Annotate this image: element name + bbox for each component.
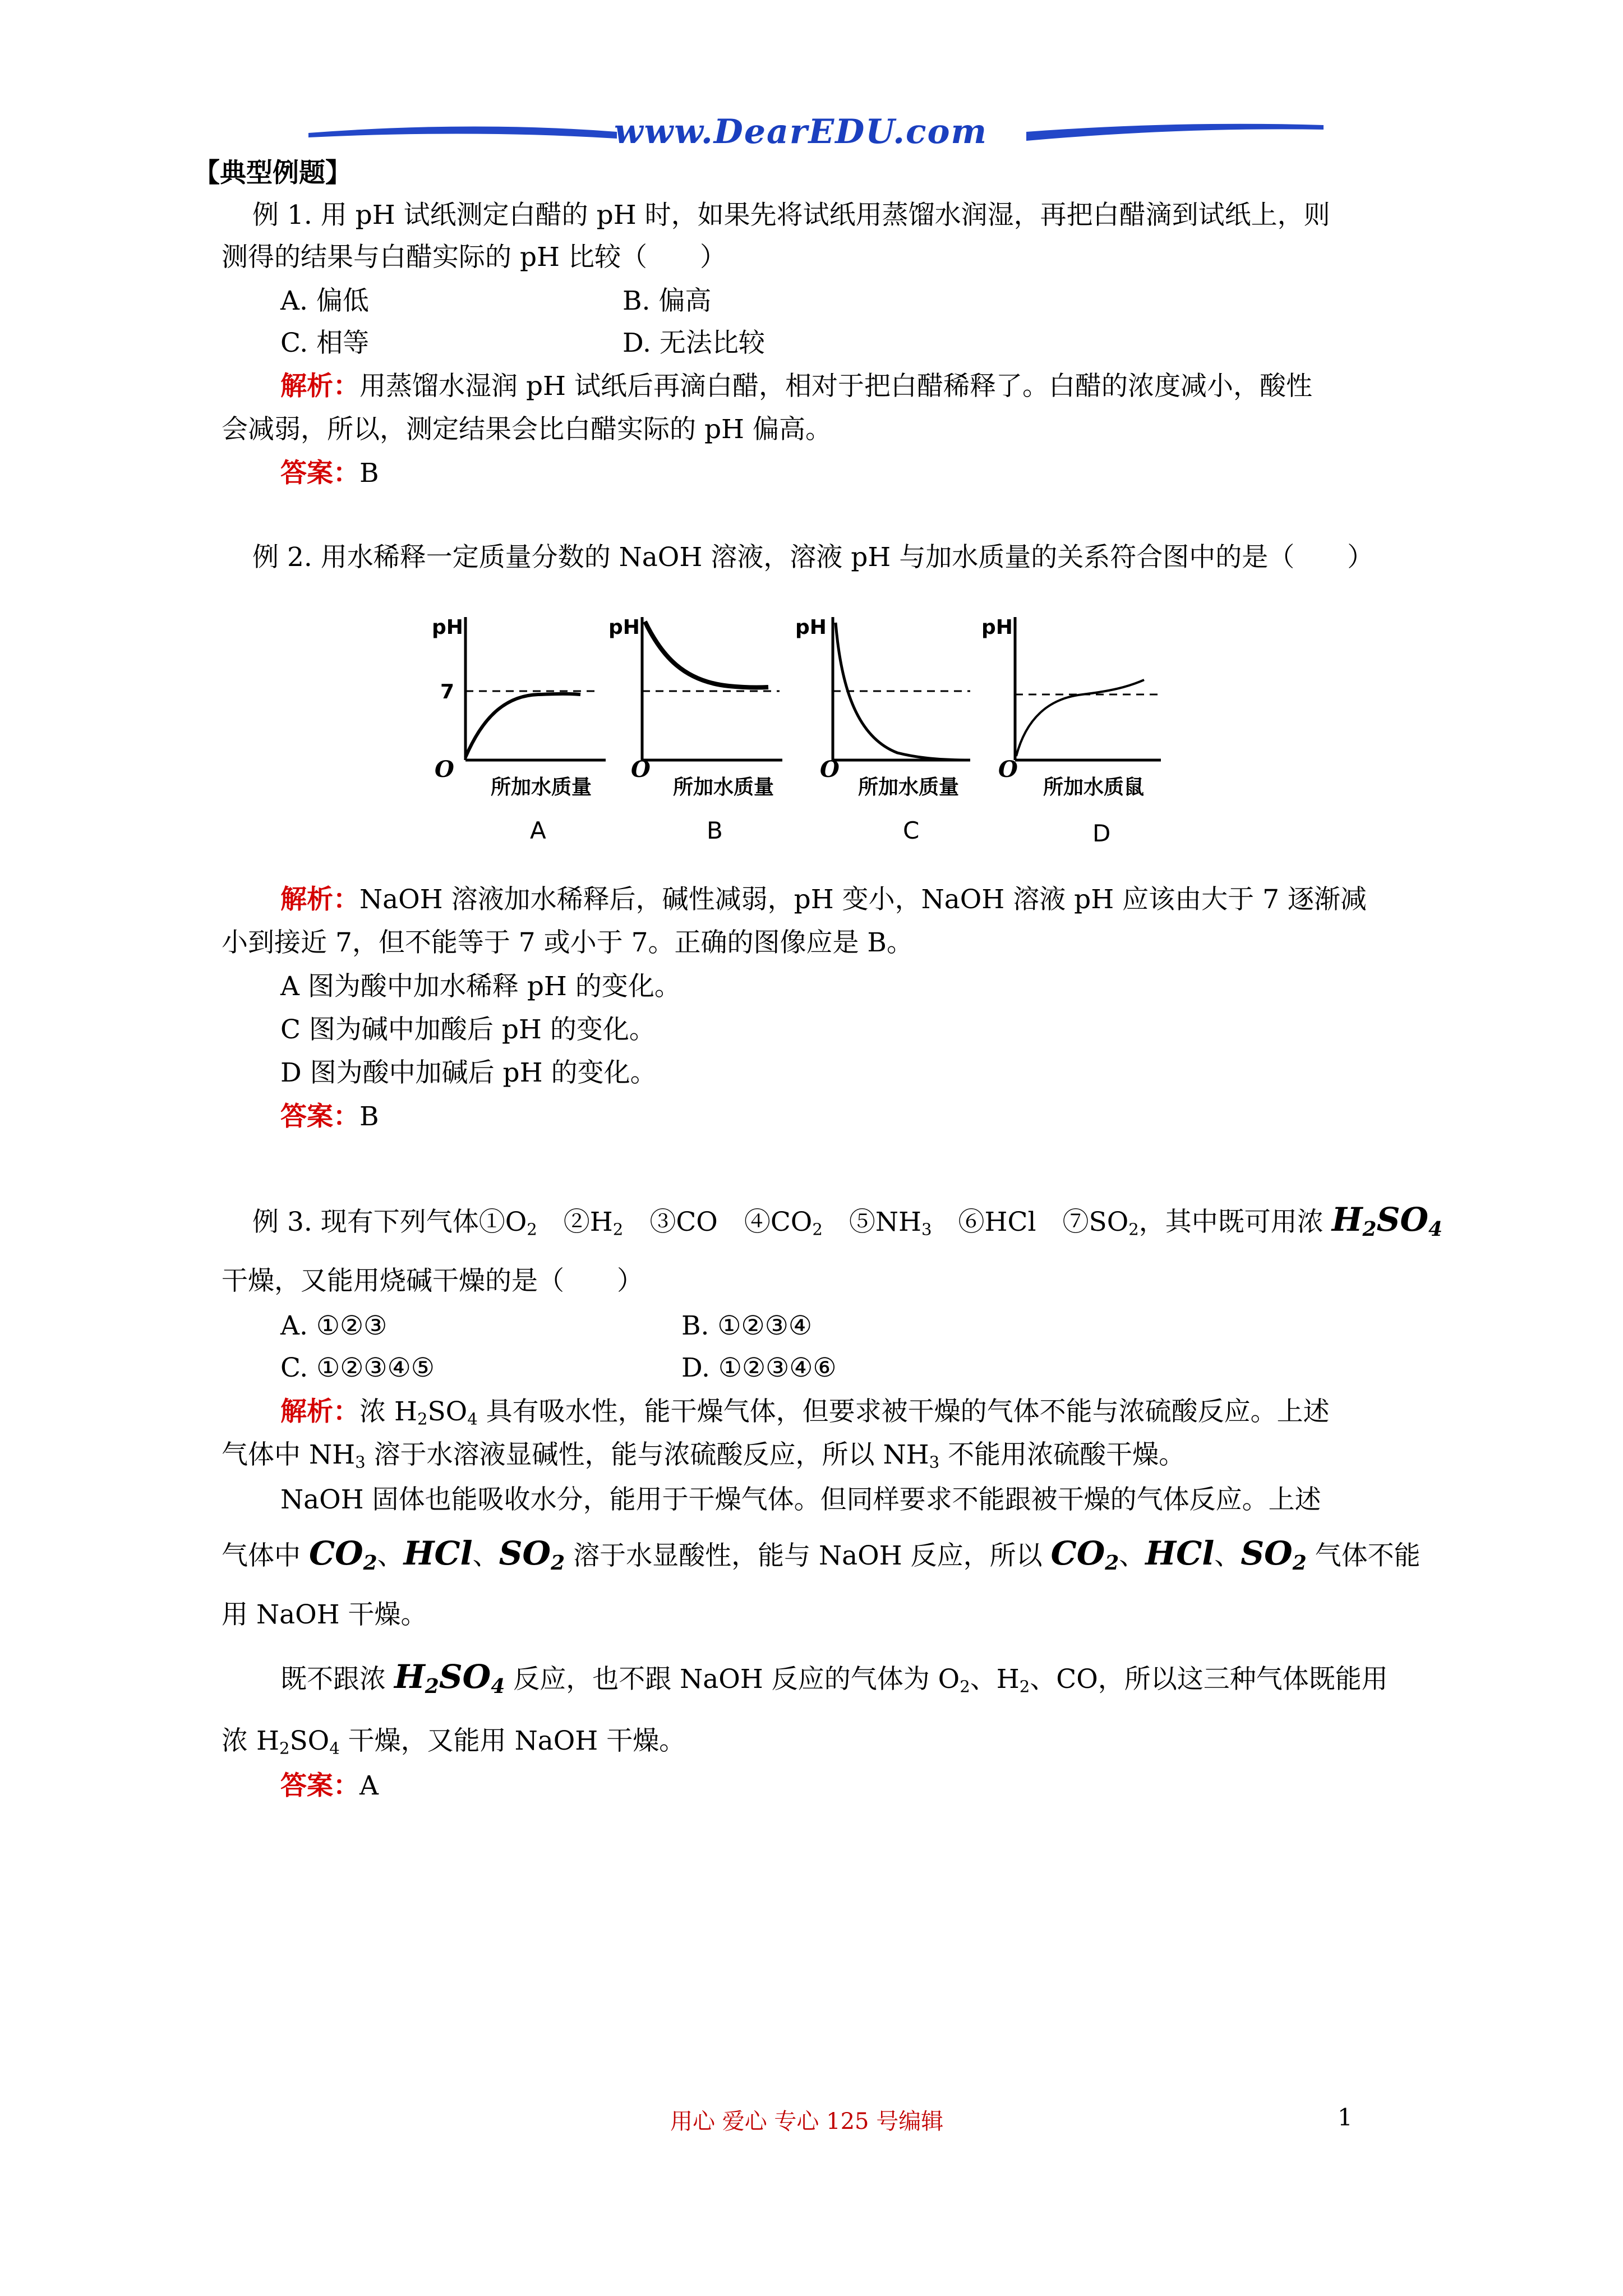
example1-question-line1: 例 1. 用 pH 试纸测定白醋的 pH 时，如果先将试纸用蒸馏水润湿，再把白醋滴到试纸上，则 xyxy=(252,200,1330,231)
example2-note-d: D 图为酸中加碱后 pH 的变化。 xyxy=(280,1057,657,1088)
example2-analysis-line1 xyxy=(280,884,1367,916)
graph-a-origin: O xyxy=(435,756,454,783)
graph-a-letter: A xyxy=(530,817,546,844)
section-title: 【典型例题】 xyxy=(193,158,352,188)
answer-label: 答案： xyxy=(280,1770,359,1801)
example3-question-prefix: 例 3. 现有下列气体①O xyxy=(252,1207,527,1237)
example3-answer xyxy=(280,1770,379,1802)
graph-d-curve xyxy=(1016,680,1144,756)
example3-question-line2: 干燥，又能用烧碱干燥的是（ ） xyxy=(222,1266,643,1296)
analysis-label: 解析： xyxy=(280,884,359,915)
graph-b-curve xyxy=(645,622,768,688)
graph-b-x-label: 所加水质量 xyxy=(673,776,774,799)
example3-option-b: B. ①②③④ xyxy=(681,1310,812,1341)
answer-value: A xyxy=(359,1770,379,1801)
graph-d-x-label: 所加水质鼠 xyxy=(1043,776,1145,799)
example3-analysis-line6: 既不跟浓 $H_2SO_4$ 反应，也不跟 NaOH 反应的气体为 $O_2$、$H_2$、CO，所以这三种气体既能用 xyxy=(280,1658,1388,1698)
example2-graphs xyxy=(415,606,1211,853)
example3-option-d: D. ①②③④⑥ xyxy=(681,1352,837,1383)
graph-a-mark: 7 xyxy=(440,680,455,703)
graph-d-letter: D xyxy=(1092,820,1111,847)
example2-answer xyxy=(280,1101,379,1133)
graph-c-x-label: 所加水质量 xyxy=(858,776,960,799)
graph-c-origin: O xyxy=(820,756,840,783)
analysis-text: 用蒸馏水湿润 pH 试纸后再滴白醋，相对于把白醋稀释了。白醋的浓度减小，酸性 xyxy=(359,371,1312,402)
example1-option-c: C. 相等 xyxy=(280,328,370,358)
graph-a-y-label: pH xyxy=(432,616,463,639)
example3-analysis-line1: 解析：浓 $H_2SO_4$ 具有吸水性，能干燥气体，但要求被干燥的气体不能与浓硫酸反应。上述 xyxy=(280,1396,1330,1429)
example2-note-a: A 图为酸中加水稀释 pH 的变化。 xyxy=(280,971,681,1002)
example1-analysis-line1 xyxy=(280,370,1312,403)
graph-c-letter: C xyxy=(903,817,920,844)
example3-analysis-line4: 气体中 $CO_2$、HCl、$SO_2$ 溶于水显酸性，能与 NaOH 反应，所以 $CO_2$、HCl、$SO_2$ 气体不能 xyxy=(222,1534,1421,1575)
answer-label: 答案： xyxy=(280,1101,359,1132)
example2-analysis-line2: 小到接近 7，但不能等于 7 或小于 7。正确的图像应是 B。 xyxy=(222,927,913,958)
example3-analysis-line3: NaOH 固体也能吸收水分，能用于干燥气体。但同样要求不能跟被干燥的气体反应。上述 xyxy=(280,1484,1321,1515)
example3-analysis-line7: 浓 $H_2SO_4$ 干燥，又能用 NaOH 干燥。 xyxy=(222,1726,686,1758)
graph-a-curve xyxy=(465,694,580,757)
example1-question-line2: 测得的结果与白醋实际的 pH 比较（ ） xyxy=(222,242,726,273)
analysis-text: NaOH 溶液加水稀释后，碱性减弱，pH 变小，NaOH 溶液 pH 应该由大于 7 逐渐减 xyxy=(359,884,1367,915)
graph-d-y-label: pH xyxy=(981,616,1013,639)
example1-analysis-line2: 会减弱，所以，测定结果会比白醋实际的 pH 偏高。 xyxy=(222,414,832,445)
answer-value: B xyxy=(359,458,379,489)
example3-question-rest: 其中既可用浓 xyxy=(1165,1207,1324,1237)
graph-a-x-label: 所加水质量 xyxy=(491,776,592,799)
example3-option-c: C. ①②③④⑤ xyxy=(280,1352,435,1383)
answer-label: 答案： xyxy=(280,458,359,489)
example3-analysis-line5: 用 NaOH 干燥。 xyxy=(222,1599,427,1630)
example1-option-a: A. 偏低 xyxy=(280,286,369,316)
example3-analysis-line2: 气体中 $NH_3$ 溶于水溶液显碱性，能与浓硫酸反应，所以 $NH_3$ 不能用浓硫酸干燥。 xyxy=(222,1439,1186,1472)
example1-option-b: B. 偏高 xyxy=(623,286,712,316)
analysis-label: 解析： xyxy=(280,1396,359,1427)
example3-question-line1: 例 3. 现有下列气体$①O_2$ $②H_2$ ③CO $④CO_2$ $⑤NH_3$ ⑥HCl $⑦SO_2$，其中既可用浓 $H_2SO_4$ xyxy=(252,1200,1443,1241)
footer-text: 用心 爱心 专心 125 号编辑 xyxy=(670,2109,944,2134)
analysis-label: 解析： xyxy=(280,371,359,402)
page-number: 1 xyxy=(1338,2104,1353,2131)
example2-note-c: C 图为碱中加酸后 pH 的变化。 xyxy=(280,1014,656,1045)
example2-question: 例 2. 用水稀释一定质量分数的 NaOH 溶液，溶液 pH 与加水质量的关系符合图中的是（ ） xyxy=(252,542,1374,573)
graph-b-y-label: pH xyxy=(608,616,640,639)
graph-b-letter: B xyxy=(707,817,723,844)
graph-c-y-label: pH xyxy=(795,616,827,639)
example1-answer xyxy=(280,457,379,490)
graph-b-origin: O xyxy=(631,756,651,783)
graph-d-origin: O xyxy=(998,756,1018,783)
answer-value: B xyxy=(359,1101,379,1132)
example1-option-d: D. 无法比较 xyxy=(623,328,765,358)
example3-option-a: A. ①②③ xyxy=(280,1310,388,1341)
site-url[interactable]: www.DearEDU.com xyxy=(614,112,988,151)
